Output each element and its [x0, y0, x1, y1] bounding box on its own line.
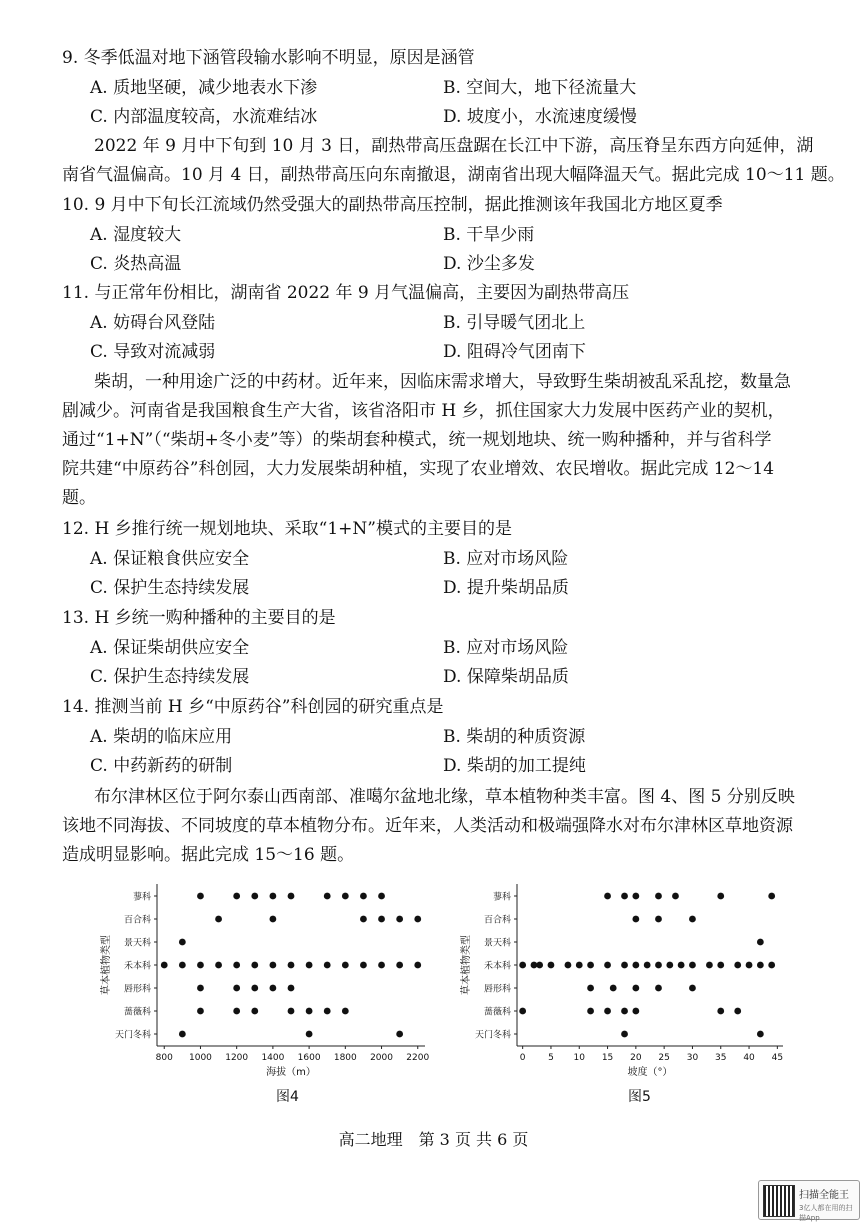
y-tick-label: 唇形科	[123, 984, 151, 995]
x-tick-label: 45	[771, 1053, 784, 1063]
question-11-option-d: D. 阻碍冷气团南下	[443, 342, 586, 362]
y-tick-label: 蔷薇科	[123, 1007, 151, 1018]
material-2-line-2: 剧减少。河南省是我国粮食生产大省，该省洛阳市 H 乡，抓住国家大力发展中医药产业的契机，	[62, 401, 785, 421]
x-tick-label: 2200	[406, 1053, 430, 1063]
x-tick-label: 800	[155, 1053, 173, 1063]
data-point	[197, 893, 204, 900]
question-12-option-a: A. 保证粮食供应安全	[90, 549, 250, 569]
data-point	[717, 962, 724, 969]
data-point	[414, 962, 421, 969]
figure-4-chart	[95, 878, 435, 1078]
data-point	[734, 962, 741, 969]
question-9-stem: 9. 冬季低温对地下涵管段输水影响不明显，原因是涵管	[62, 48, 475, 68]
data-point	[632, 916, 639, 923]
data-point	[396, 916, 403, 923]
x-tick-label: 20	[630, 1053, 642, 1063]
data-point	[519, 962, 526, 969]
x-tick-label: 2000	[370, 1053, 393, 1063]
y-tick-label: 唇形科	[483, 984, 511, 995]
data-point	[644, 962, 651, 969]
data-point	[717, 1008, 724, 1015]
data-point	[655, 962, 662, 969]
question-12-stem: 12. H 乡推行统一规划地块、采取“1+N”模式的主要目的是	[62, 519, 512, 539]
data-point	[548, 962, 555, 969]
data-point	[215, 962, 222, 969]
data-point	[757, 939, 764, 946]
material-2-line-3: 通过“1+N”（“柴胡+冬小麦”等）的柴胡套种模式，统一规划地块、统一购种播种，并与省科学	[62, 430, 772, 450]
question-13-option-a: A. 保证柴胡供应安全	[90, 638, 250, 658]
data-point	[306, 1031, 313, 1038]
data-point	[269, 985, 276, 992]
figure-5-caption: 图5	[628, 1089, 651, 1105]
x-tick-label: 40	[743, 1053, 755, 1063]
y-tick-label: 天门冬科	[474, 1030, 511, 1041]
question-11-option-b: B. 引导暖气团北上	[443, 313, 586, 333]
question-9-option-d: D. 坡度小，水流速度缓慢	[443, 107, 637, 127]
question-13-option-c: C. 保护生态持续发展	[90, 667, 250, 687]
data-point	[288, 985, 295, 992]
question-13-option-b: B. 应对市场风险	[443, 638, 569, 658]
y-tick-label: 蓼科	[132, 892, 151, 903]
question-10-option-a: A. 湿度较大	[90, 225, 182, 245]
data-point	[587, 985, 594, 992]
question-14-option-b: B. 柴胡的种质资源	[443, 727, 586, 747]
data-point	[378, 916, 385, 923]
question-10-option-c: C. 炎热高温	[90, 254, 182, 274]
data-point	[342, 962, 349, 969]
watermark-brand: 扫描全能王	[799, 1190, 849, 1201]
data-point	[251, 1008, 258, 1015]
data-point	[678, 962, 685, 969]
data-point	[215, 916, 222, 923]
question-9-option-b: B. 空间大，地下径流量大	[443, 78, 637, 98]
data-point	[269, 916, 276, 923]
material-2-line-4: 院共建“中原药谷”科创园，大力发展柴胡种植，实现了农业增效、农民增收。据此完成 12～14	[62, 459, 775, 479]
question-14-option-a: A. 柴胡的临床应用	[90, 727, 233, 747]
data-point	[604, 893, 611, 900]
x-tick-label: 1600	[297, 1053, 321, 1063]
data-point	[269, 893, 276, 900]
question-13-stem: 13. H 乡统一购种播种的主要目的是	[62, 608, 336, 628]
x-tick-label: 30	[686, 1053, 699, 1063]
data-point	[717, 893, 724, 900]
data-point	[414, 916, 421, 923]
data-point	[768, 893, 775, 900]
data-point	[233, 962, 240, 969]
x-tick-label: 1200	[225, 1053, 249, 1063]
data-point	[251, 985, 258, 992]
data-point	[689, 985, 696, 992]
data-point	[360, 916, 367, 923]
data-point	[621, 962, 628, 969]
x-axis-label: 海拔（m）	[266, 1067, 316, 1078]
y-tick-label: 景天科	[483, 938, 511, 949]
x-tick-label: 1800	[333, 1053, 357, 1063]
material-2-line-1: 柴胡，一种用途广泛的中药材。近年来，因临床需求增大，导致野生柴胡被乱采乱挖，数量急	[94, 372, 791, 392]
data-point	[655, 893, 662, 900]
question-11-option-a: A. 妨碍台风登陆	[90, 313, 216, 333]
material-3-line-2: 该地不同海拔、不同坡度的草本植物分布。近年来，人类活动和极端强降水对布尔津林区草地资源	[62, 816, 793, 836]
data-point	[360, 893, 367, 900]
data-point	[288, 962, 295, 969]
question-9-option-c: C. 内部温度较高，水流难结冰	[90, 107, 318, 127]
data-point	[233, 893, 240, 900]
data-point	[632, 893, 639, 900]
page-footer: 高二地理 第 3 页 共 6 页	[338, 1130, 529, 1149]
data-point	[666, 962, 673, 969]
question-14-option-c: C. 中药新药的研制	[90, 756, 233, 776]
data-point	[655, 985, 662, 992]
data-point	[587, 962, 594, 969]
question-10-option-d: D. 沙尘多发	[443, 254, 535, 274]
question-11-stem: 11. 与正常年份相比，湖南省 2022 年 9 月气温偏高，主要因为副热带高压	[62, 283, 630, 303]
scanner-watermark	[758, 1180, 860, 1220]
y-tick-label: 蔷薇科	[483, 1007, 511, 1018]
x-tick-label: 35	[715, 1053, 727, 1063]
data-point	[706, 962, 713, 969]
question-11-option-c: C. 导致对流减弱	[90, 342, 216, 362]
question-14-option-d: D. 柴胡的加工提纯	[443, 756, 586, 776]
material-1-line-1: 2022 年 9 月中下旬到 10 月 3 日，副热带高压盘踞在长江中下游，高压脊呈东西方向延伸，湖	[94, 136, 814, 156]
material-2-line-5: 题。	[62, 488, 96, 508]
data-point	[576, 962, 583, 969]
y-axis-label: 草本植物类型	[101, 935, 112, 995]
data-point	[324, 1008, 331, 1015]
x-tick-label: 1400	[261, 1053, 285, 1063]
y-tick-label: 百合科	[123, 915, 151, 926]
qr-code-icon	[763, 1185, 795, 1217]
data-point	[565, 962, 572, 969]
data-point	[233, 985, 240, 992]
data-point	[621, 1031, 628, 1038]
data-point	[587, 1008, 594, 1015]
question-10-stem: 10. 9 月中下旬长江流域仍然受强大的副热带高压控制，据此推测该年我国北方地区夏季	[62, 195, 723, 215]
data-point	[342, 893, 349, 900]
y-tick-label: 百合科	[483, 915, 511, 926]
x-tick-label: 15	[601, 1053, 614, 1063]
data-point	[233, 1008, 240, 1015]
data-point	[306, 962, 313, 969]
data-point	[251, 962, 258, 969]
question-10-option-b: B. 干旱少雨	[443, 225, 535, 245]
question-12-option-c: C. 保护生态持续发展	[90, 578, 250, 598]
data-point	[251, 893, 258, 900]
data-point	[197, 1008, 204, 1015]
data-point	[746, 962, 753, 969]
material-3-line-1: 布尔津林区位于阿尔泰山西南部、准噶尔盆地北缘，草本植物种类丰富。图 4、图 5 分别反映	[94, 787, 795, 807]
y-tick-label: 禾本科	[123, 961, 151, 972]
question-13-option-d: D. 保障柴胡品质	[443, 667, 569, 687]
data-point	[757, 1031, 764, 1038]
data-point	[324, 962, 331, 969]
data-point	[378, 962, 385, 969]
question-14-stem: 14. 推测当前 H 乡“中原药谷”科创园的研究重点是	[62, 697, 444, 717]
figure-5-chart	[461, 878, 795, 1078]
data-point	[288, 893, 295, 900]
data-point	[360, 962, 367, 969]
x-tick-label: 10	[573, 1053, 585, 1063]
data-point	[604, 962, 611, 969]
x-tick-label: 0	[519, 1053, 526, 1063]
data-point	[396, 1031, 403, 1038]
data-point	[197, 962, 204, 969]
data-point	[536, 962, 543, 969]
data-point	[179, 1031, 186, 1038]
x-axis-label: 坡度（°）	[627, 1067, 673, 1078]
data-point	[621, 893, 628, 900]
data-point	[689, 916, 696, 923]
data-point	[632, 985, 639, 992]
data-point	[306, 1008, 313, 1015]
data-point	[179, 962, 186, 969]
y-axis-label: 草本植物类型	[461, 935, 472, 995]
y-tick-label: 蓼科	[492, 892, 511, 903]
data-point	[197, 985, 204, 992]
data-point	[757, 962, 764, 969]
data-point	[324, 893, 331, 900]
y-tick-label: 禾本科	[483, 961, 511, 972]
data-point	[768, 962, 775, 969]
data-point	[288, 1008, 295, 1015]
data-point	[396, 962, 403, 969]
x-tick-label: 5	[548, 1053, 554, 1063]
x-tick-label: 1000	[189, 1053, 212, 1063]
watermark-subtitle: 3亿人都在用的扫描App	[799, 1204, 853, 1222]
x-tick-label: 25	[658, 1053, 670, 1063]
y-tick-label: 天门冬科	[114, 1030, 151, 1041]
figure-4-caption: 图4	[276, 1089, 299, 1105]
data-point	[689, 962, 696, 969]
data-point	[632, 962, 639, 969]
question-12-option-d: D. 提升柴胡品质	[443, 578, 569, 598]
y-tick-label: 景天科	[123, 938, 151, 949]
data-point	[179, 939, 186, 946]
material-1-line-2: 南省气温偏高。10 月 4 日，副热带高压向东南撤退，湖南省出现大幅降温天气。据此完成 10～11 题。	[62, 165, 845, 185]
data-point	[734, 1008, 741, 1015]
data-point	[621, 1008, 628, 1015]
material-3-line-3: 造成明显影响。据此完成 15～16 题。	[62, 845, 355, 865]
data-point	[378, 893, 385, 900]
data-point	[342, 1008, 349, 1015]
question-12-option-b: B. 应对市场风险	[443, 549, 569, 569]
data-point	[632, 1008, 639, 1015]
question-9-option-a: A. 质地坚硬，减少地表水下渗	[90, 78, 318, 98]
data-point	[519, 1008, 526, 1015]
data-point	[604, 1008, 611, 1015]
data-point	[610, 985, 617, 992]
data-point	[269, 962, 276, 969]
data-point	[161, 962, 168, 969]
data-point	[672, 893, 679, 900]
data-point	[655, 916, 662, 923]
